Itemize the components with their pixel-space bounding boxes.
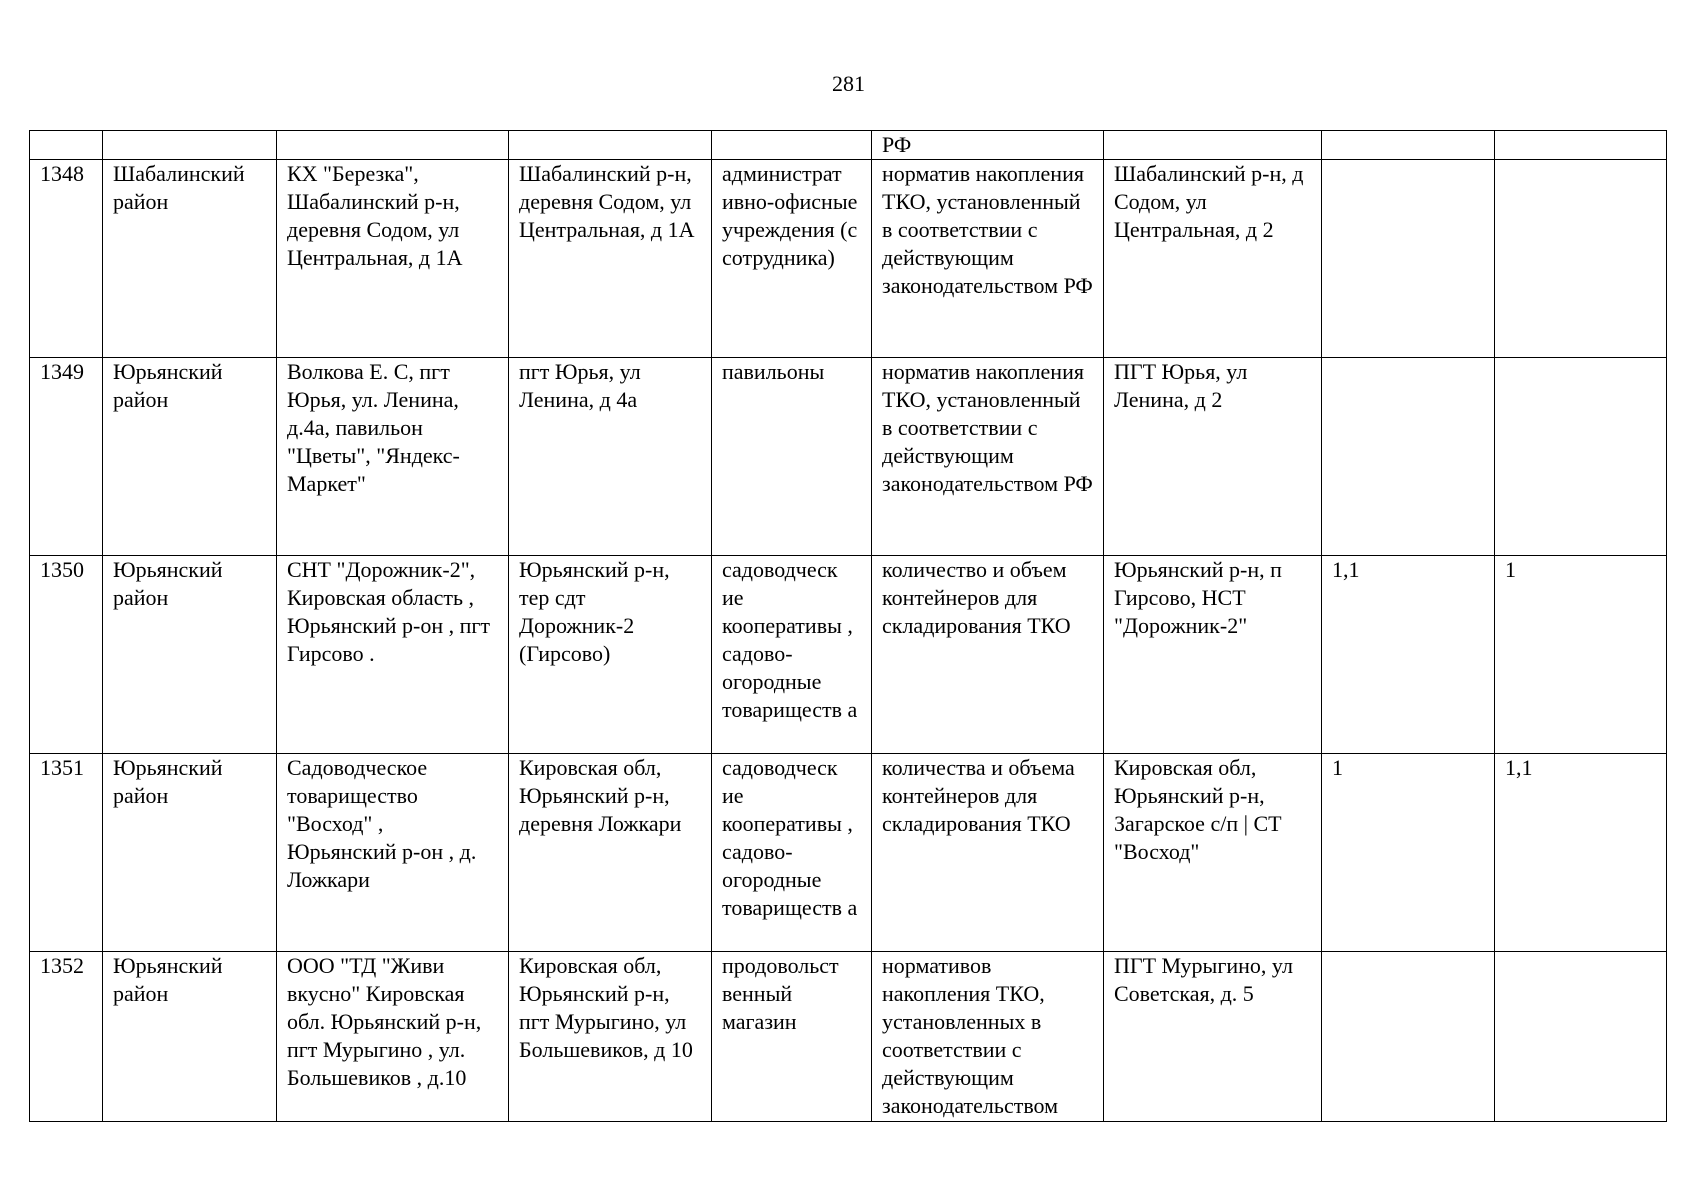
cell-owner: Волкова Е. С, пгт Юрья, ул. Ленина, д.4а, павильон "Цветы", "Яндекс-Маркет": [277, 358, 509, 556]
cell-district: Юрьянский район: [103, 358, 277, 556]
cell-value-2: [1495, 952, 1667, 1122]
cell-value-1: [1322, 358, 1495, 556]
cell-district: Юрьянский район: [103, 952, 277, 1122]
table-row: [30, 556, 1667, 754]
cell-number: 1352: [30, 952, 103, 1122]
cell-address: пгт Юрья, ул Ленина, д 4а: [509, 358, 712, 556]
cell-value-2: [1495, 160, 1667, 358]
cell-address: Кировская обл, Юрьянский р-н, пгт Мурыгино, ул Большевиков, д 10: [509, 952, 712, 1122]
cell-site: [1104, 131, 1322, 160]
cell-value-2: 1,1: [1495, 754, 1667, 952]
cell-value-1: [1322, 131, 1495, 160]
cell-owner: КХ "Березка", Шабалинский р-н, деревня Содом, ул Центральная, д 1А: [277, 160, 509, 358]
cell-owner: ООО "ТД "Живи вкусно" Кировская обл. Юрьянский р-н, пгт Мурыгино , ул. Большевиков , д.10: [277, 952, 509, 1122]
cell-category: администрат ивно-офисные учреждения (с сотрудника): [712, 160, 872, 358]
cell-address: Юрьянский р-н, тер сдт Дорожник-2 (Гирсово): [509, 556, 712, 754]
cell-district: Юрьянский район: [103, 556, 277, 754]
cell-category: садоводческ ие кооперативы , садово-огородные товариществ а: [712, 556, 872, 754]
cell-category: [712, 131, 872, 160]
page-number: 281: [832, 71, 865, 96]
cell-number: 1351: [30, 754, 103, 952]
cell-value-2: 1: [1495, 556, 1667, 754]
cell-category: садоводческ ие кооперативы , садово-огородные товариществ а: [712, 754, 872, 952]
cell-method: норматив накопления ТКО, установленный в соответствии с действующим законодательством РФ: [872, 160, 1104, 358]
cell-number: [30, 131, 103, 160]
registry-table: [29, 130, 1667, 1122]
cell-value-1: 1: [1322, 754, 1495, 952]
cell-value-1: 1,1: [1322, 556, 1495, 754]
cell-number: 1349: [30, 358, 103, 556]
cell-owner: Садоводческое товарищество "Восход" , Юрьянский р-он , д. Ложкари: [277, 754, 509, 952]
table-row: [30, 952, 1667, 1122]
cell-address: Шабалинский р-н, деревня Содом, ул Центральная, д 1А: [509, 160, 712, 358]
cell-method: РФ: [872, 131, 1104, 160]
cell-district: Юрьянский район: [103, 754, 277, 952]
cell-method: нормативов накопления ТКО, установленных в соответствии с действующим законодательством: [872, 952, 1104, 1122]
cell-category: павильоны: [712, 358, 872, 556]
cell-method: норматив накопления ТКО, установленный в соответствии с действующим законодательством РФ: [872, 358, 1104, 556]
cell-owner: [277, 131, 509, 160]
cell-number: 1350: [30, 556, 103, 754]
cell-value-1: [1322, 160, 1495, 358]
cell-number: 1348: [30, 160, 103, 358]
cell-value-2: [1495, 131, 1667, 160]
cell-address: [509, 131, 712, 160]
table-row: [30, 358, 1667, 556]
cell-site: ПГТ Мурыгино, ул Советская, д. 5: [1104, 952, 1322, 1122]
table-row: [30, 754, 1667, 952]
cell-method: количества и объема контейнеров для складирования ТКО: [872, 754, 1104, 952]
cell-address: Кировская обл, Юрьянский р-н, деревня Ложкари: [509, 754, 712, 952]
cell-site: Кировская обл, Юрьянский р-н, Загарское с/п | СТ "Восход": [1104, 754, 1322, 952]
cell-owner: СНТ "Дорожник-2", Кировская область , Юрьянский р-он , пгт Гирсово .: [277, 556, 509, 754]
cell-category: продовольст венный магазин: [712, 952, 872, 1122]
cell-district: Шабалинский район: [103, 160, 277, 358]
cell-site: ПГТ Юрья, ул Ленина, д 2: [1104, 358, 1322, 556]
cell-value-2: [1495, 358, 1667, 556]
cell-site: Юрьянский р-н, п Гирсово, НСТ "Дорожник-2": [1104, 556, 1322, 754]
cell-site: Шабалинский р-н, д Содом, ул Центральная, д 2: [1104, 160, 1322, 358]
cell-district: [103, 131, 277, 160]
cell-value-1: [1322, 952, 1495, 1122]
cell-method: количество и объем контейнеров для складирования ТКО: [872, 556, 1104, 754]
continuation-row: [30, 131, 1667, 160]
table-row: [30, 160, 1667, 358]
